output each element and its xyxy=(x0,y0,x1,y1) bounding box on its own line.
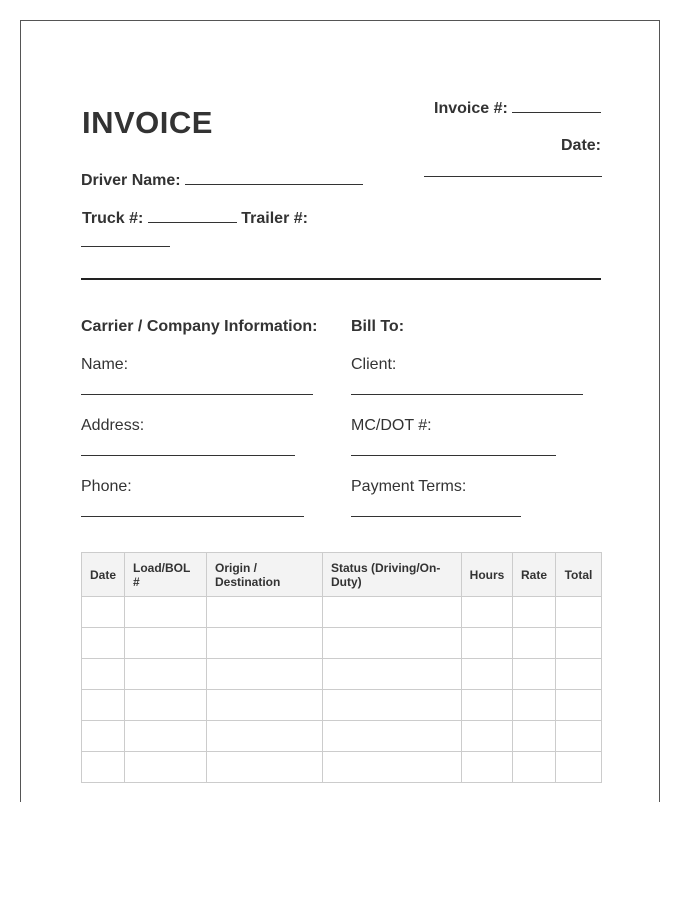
table-cell-hours[interactable] xyxy=(462,752,513,783)
table-cell-hours[interactable] xyxy=(462,659,513,690)
table-row xyxy=(82,690,602,721)
carrier-name-blank[interactable] xyxy=(81,394,313,395)
carrier-address-label: Address: xyxy=(81,417,145,434)
payment-terms-blank[interactable] xyxy=(351,516,521,517)
driver-name-blank[interactable] xyxy=(185,171,363,185)
table-cell-status[interactable] xyxy=(323,597,462,628)
invoice-number-blank[interactable] xyxy=(512,99,601,113)
client-label: Client: xyxy=(351,356,397,373)
carrier-name-label: Name: xyxy=(81,356,129,373)
table-cell-rate[interactable] xyxy=(513,628,556,659)
table-body xyxy=(82,597,602,783)
mc-dot-blank[interactable] xyxy=(351,455,556,456)
table-cell-rate[interactable] xyxy=(513,659,556,690)
driver-name-label: Driver Name: xyxy=(81,172,181,189)
table-cell-origin-destination[interactable] xyxy=(207,721,323,752)
table-cell-origin-destination[interactable] xyxy=(207,752,323,783)
mc-dot-label: MC/DOT #: xyxy=(351,417,432,434)
table-cell-date[interactable] xyxy=(82,628,125,659)
column-header-status: Status (Driving/On-Duty) xyxy=(323,553,462,597)
trailer-label: Trailer #: xyxy=(241,210,308,227)
table-cell-origin-destination[interactable] xyxy=(207,690,323,721)
table-cell-total[interactable] xyxy=(556,628,602,659)
driver-name-field xyxy=(81,171,363,190)
client-blank[interactable] xyxy=(351,394,583,395)
truck-blank[interactable] xyxy=(148,209,237,223)
table-cell-total[interactable] xyxy=(556,721,602,752)
table-cell-status[interactable] xyxy=(323,659,462,690)
table-cell-rate[interactable] xyxy=(513,690,556,721)
carrier-heading: Carrier / Company Information: xyxy=(81,318,318,335)
table-cell-hours[interactable] xyxy=(462,597,513,628)
column-header-load-bol: Load/BOL # xyxy=(125,553,207,597)
column-header-origin-destination: Origin / Destination xyxy=(207,553,323,597)
table-cell-date[interactable] xyxy=(82,597,125,628)
table-cell-status[interactable] xyxy=(323,721,462,752)
table-cell-status[interactable] xyxy=(323,690,462,721)
table-cell-date[interactable] xyxy=(82,659,125,690)
table-cell-origin-destination[interactable] xyxy=(207,659,323,690)
carrier-address-blank[interactable] xyxy=(81,455,295,456)
truck-label: Truck #: xyxy=(82,210,144,227)
date-label: Date: xyxy=(561,137,602,154)
table-cell-origin-destination[interactable] xyxy=(207,628,323,659)
column-header-date: Date xyxy=(82,553,125,597)
truck-trailer-field xyxy=(82,209,308,228)
table-row xyxy=(82,628,602,659)
bill-to-heading: Bill To: xyxy=(351,318,405,335)
invoice-title: INVOICE xyxy=(82,105,213,140)
table-row xyxy=(82,659,602,690)
column-header-rate: Rate xyxy=(513,553,556,597)
table-cell-load-bol[interactable] xyxy=(125,752,207,783)
trailer-blank[interactable] xyxy=(81,246,170,247)
log-table xyxy=(81,552,602,783)
table-cell-total[interactable] xyxy=(556,690,602,721)
invoice-sheet xyxy=(20,20,660,802)
table-cell-status[interactable] xyxy=(323,628,462,659)
table-cell-date[interactable] xyxy=(82,721,125,752)
table-cell-load-bol[interactable] xyxy=(125,721,207,752)
table-header-row xyxy=(82,553,602,597)
carrier-phone-blank[interactable] xyxy=(81,516,304,517)
table-cell-hours[interactable] xyxy=(462,721,513,752)
table-row xyxy=(82,721,602,752)
table-cell-total[interactable] xyxy=(556,597,602,628)
table-cell-hours[interactable] xyxy=(462,628,513,659)
date-blank[interactable] xyxy=(424,176,602,177)
column-header-total: Total xyxy=(556,553,602,597)
table-cell-status[interactable] xyxy=(323,752,462,783)
table-cell-date[interactable] xyxy=(82,690,125,721)
table-cell-load-bol[interactable] xyxy=(125,597,207,628)
table-cell-rate[interactable] xyxy=(513,597,556,628)
column-header-hours: Hours xyxy=(462,553,513,597)
invoice-number-label: Invoice #: xyxy=(434,100,508,117)
table-row xyxy=(82,752,602,783)
carrier-phone-label: Phone: xyxy=(81,478,132,495)
table-cell-rate[interactable] xyxy=(513,752,556,783)
table-row xyxy=(82,597,602,628)
table-cell-load-bol[interactable] xyxy=(125,628,207,659)
table-cell-total[interactable] xyxy=(556,752,602,783)
table-cell-rate[interactable] xyxy=(513,721,556,752)
payment-terms-label: Payment Terms: xyxy=(351,478,467,495)
table-cell-hours[interactable] xyxy=(462,690,513,721)
table-cell-load-bol[interactable] xyxy=(125,659,207,690)
table-cell-origin-destination[interactable] xyxy=(207,597,323,628)
table-cell-total[interactable] xyxy=(556,659,602,690)
table-cell-load-bol[interactable] xyxy=(125,690,207,721)
invoice-number-field xyxy=(434,99,601,118)
table-cell-date[interactable] xyxy=(82,752,125,783)
header-divider xyxy=(81,278,601,280)
